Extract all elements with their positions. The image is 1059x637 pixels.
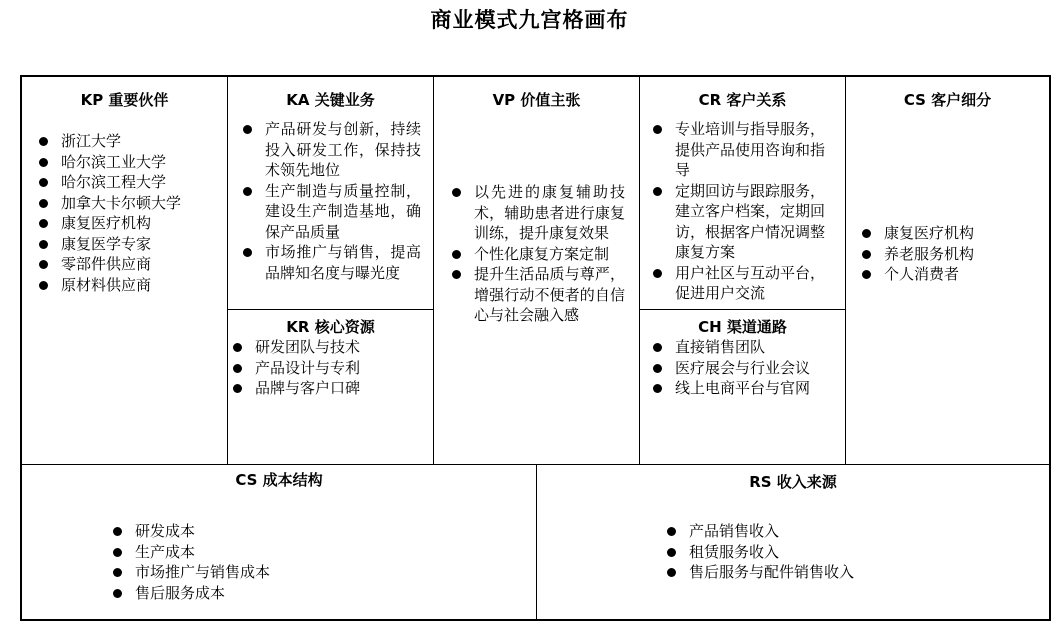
list-item: 浙江大学 <box>34 131 217 152</box>
list-item: 租赁服务收入 <box>662 542 1039 563</box>
block-key-partners <box>22 77 228 465</box>
list-item: 产品设计与专利 <box>228 358 423 379</box>
list-item: 哈尔滨工业大学 <box>34 152 217 173</box>
list-item: 研发团队与技术 <box>228 337 423 358</box>
block-title: CH 渠道通路 <box>698 318 787 336</box>
block-key-resources <box>228 310 434 465</box>
list-item: 原材料供应商 <box>34 275 217 296</box>
list-item: 康复医疗机构 <box>34 213 217 234</box>
item-list <box>648 119 837 304</box>
list-item: 直接销售团队 <box>648 337 837 358</box>
list-item: 品牌与客户口碑 <box>228 378 423 399</box>
item-list <box>447 182 625 326</box>
list-item: 零部件供应商 <box>34 254 217 275</box>
item-list <box>857 223 1041 285</box>
item-list <box>238 119 421 283</box>
list-item: 市场推广与销售成本 <box>108 562 526 583</box>
item-list <box>34 131 217 295</box>
block-channels <box>640 310 846 465</box>
block-title: CS 成本结构 <box>235 471 323 489</box>
list-item: 用户社区与互动平台，促进用户交流 <box>648 263 837 304</box>
list-item: 养老服务机构 <box>857 244 1041 265</box>
canvas-title: 商业模式九宫格画布 <box>430 8 629 32</box>
block-title: CS 客户细分 <box>903 91 992 109</box>
item-list <box>662 521 1039 583</box>
list-item: 生产制造与质量控制，建设生产制造基地，确保产品质量 <box>238 181 421 243</box>
list-item: 生产成本 <box>108 542 526 563</box>
list-item: 线上电商平台与官网 <box>648 378 837 399</box>
list-item: 哈尔滨工程大学 <box>34 172 217 193</box>
business-model-canvas <box>20 75 1051 621</box>
item-list <box>228 337 423 399</box>
item-list <box>108 521 526 603</box>
list-item: 售后服务与配件销售收入 <box>662 562 1039 583</box>
list-item: 个性化康复方案定制 <box>447 244 625 265</box>
list-item: 提升生活品质与尊严，增强行动不便者的自信心与社会融入感 <box>447 264 625 326</box>
list-item: 专业培训与指导服务，提供产品使用咨询和指导 <box>648 119 837 181</box>
list-item: 康复医学专家 <box>34 234 217 255</box>
block-title: KR 核心资源 <box>286 318 375 336</box>
block-key-activities <box>228 77 434 310</box>
list-item: 产品研发与创新，持续投入研发工作，保持技术领先地位 <box>238 119 421 181</box>
block-value-proposition <box>434 77 640 465</box>
block-cost-structure <box>22 465 537 619</box>
list-item: 研发成本 <box>108 521 526 542</box>
list-item: 定期回访与跟踪服务，建立客户档案，定期回访，根据客户情况调整康复方案 <box>648 181 837 263</box>
block-revenue-streams <box>537 465 1049 619</box>
list-item: 康复医疗机构 <box>857 223 1041 244</box>
block-customer-segments <box>846 77 1049 465</box>
list-item: 以先进的康复辅助技术，辅助患者进行康复训练，提升康复效果 <box>447 182 625 244</box>
block-title: RS 收入来源 <box>749 473 837 491</box>
list-item: 市场推广与销售，提高品牌知名度与曝光度 <box>238 242 421 283</box>
list-item: 医疗展会与行业会议 <box>648 358 837 379</box>
list-item: 产品销售收入 <box>662 521 1039 542</box>
block-title: VP 价值主张 <box>492 91 581 109</box>
item-list <box>648 337 837 399</box>
list-item: 加拿大卡尔顿大学 <box>34 193 217 214</box>
block-customer-relationships <box>640 77 846 310</box>
block-title: CR 客户关系 <box>698 91 787 109</box>
block-title: KA 关键业务 <box>286 91 375 109</box>
block-title: KP 重要伙伴 <box>80 91 169 109</box>
list-item: 个人消费者 <box>857 264 1041 285</box>
list-item: 售后服务成本 <box>108 583 526 604</box>
